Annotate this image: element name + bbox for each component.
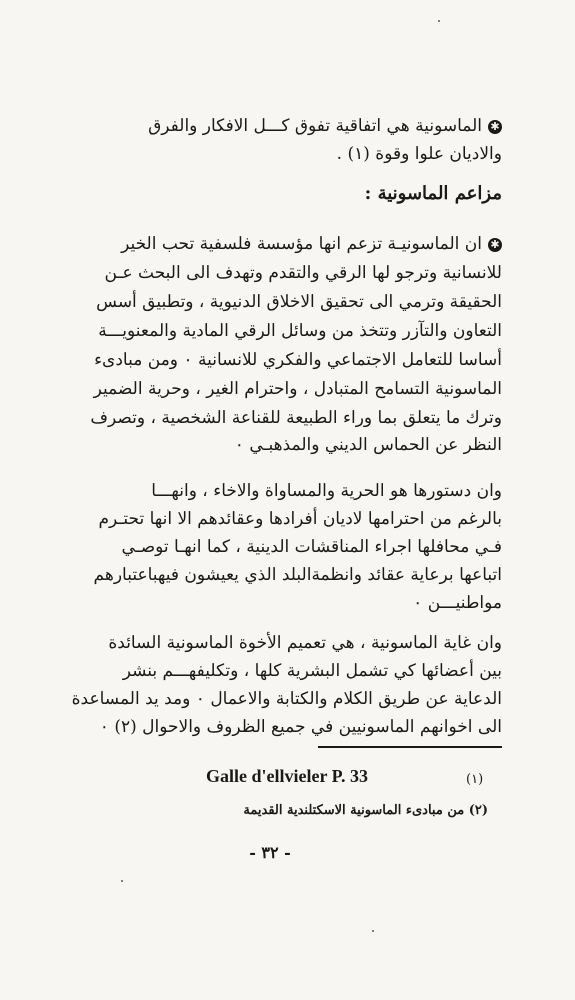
- paragraph2-line-8: النظر عن الحماس الديني والمذهبـي ٠: [234, 435, 502, 455]
- paragraph4-line-4: الى اخوانهم الماسونيين في جميع الظروف والاحوال (٢) ٠: [99, 717, 502, 737]
- paragraph3-line-4: اتباعها برعاية عقائد وانظمةالبلد الذي يعيشون فيهباعتبارهم: [93, 565, 502, 585]
- paragraph2-line-4: التعاون والتآزر وتتخذ من وسائل الرقي المادية والمعنويـــة: [98, 321, 502, 341]
- footnote-2-text: (٢) من مبادىء الماسونية الاسكتلندية القديمة: [243, 803, 488, 818]
- paragraph3-line-2: بالرغم من احترامها لاديان أفرادها وعقائدهم الا انها تحتـرم: [98, 509, 502, 529]
- paragraph2-line-7: وترك ما يتعلق بما وراء الطبيعة للقناعة الشخصية ، وتصرف: [90, 408, 502, 428]
- star-bullet-icon: ✱: [488, 238, 502, 252]
- footnote-1-text: Galle d'ellvieler P. 33: [206, 766, 368, 786]
- paragraph2-line-6: الماسونية التسامح المتبادل ، واحترام الغير ، وحرية الضمير: [93, 379, 502, 399]
- star-bullet-icon: ✱: [488, 120, 502, 134]
- page-number: - ٣٢ -: [249, 843, 291, 862]
- paragraph1-line-1: ✱الماسونية هي اتفاقية تفوق كـــل الافكار والفرق: [60, 112, 502, 140]
- scan-speck: [438, 20, 440, 22]
- footnote-1-number: (١): [466, 772, 484, 787]
- footnote-divider: [318, 746, 502, 748]
- scan-speck: [372, 930, 374, 932]
- paragraph1-line-2: والاديان علوا وقوة (١) .: [336, 144, 502, 164]
- paragraph4-line-3: الدعاية عن طريق الكلام والكتابة والاعمال ٠ ومد يد المساعدة: [71, 689, 502, 709]
- section-heading: مزاعم الماسونية :: [364, 183, 502, 204]
- paragraph2-line-2: للانسانية وترجو لها الرقي والتقدم وتهدف الى البحث عـن: [104, 263, 502, 283]
- paragraph3-line-3: فـي محافلها اجراء المناقشات الدينية ، كما انهـا توصـي: [121, 537, 502, 557]
- scan-speck: [121, 880, 123, 882]
- paragraph2-line-1: ✱ان الماسونيـة تزعم انها مؤسسة فلسفية تحب الخير: [60, 230, 502, 258]
- paragraph4-line-1: وان غاية الماسونية ، هي تعميم الأخوة الماسونية السائدة: [108, 633, 502, 653]
- paragraph2-line-3: الحقيقة وترمي الى تحقيق الاخلاق الدنيوية ، وتطبيق أسس: [96, 292, 502, 312]
- paragraph3-line-1: وان دستورها هو الحرية والمساواة والاخاء ، وانهـــا: [151, 481, 502, 501]
- paragraph3-line-5: مواطنيـــن ٠: [413, 593, 502, 613]
- paragraph2-line-5: أساسا للتعامل الاجتماعي والفكري للانسانية ٠ ومن مبادىء: [94, 350, 502, 370]
- paragraph4-line-2: بين أعضائها كي تشمل البشرية كلها ، وتكليفهـــم بنشر: [122, 661, 502, 681]
